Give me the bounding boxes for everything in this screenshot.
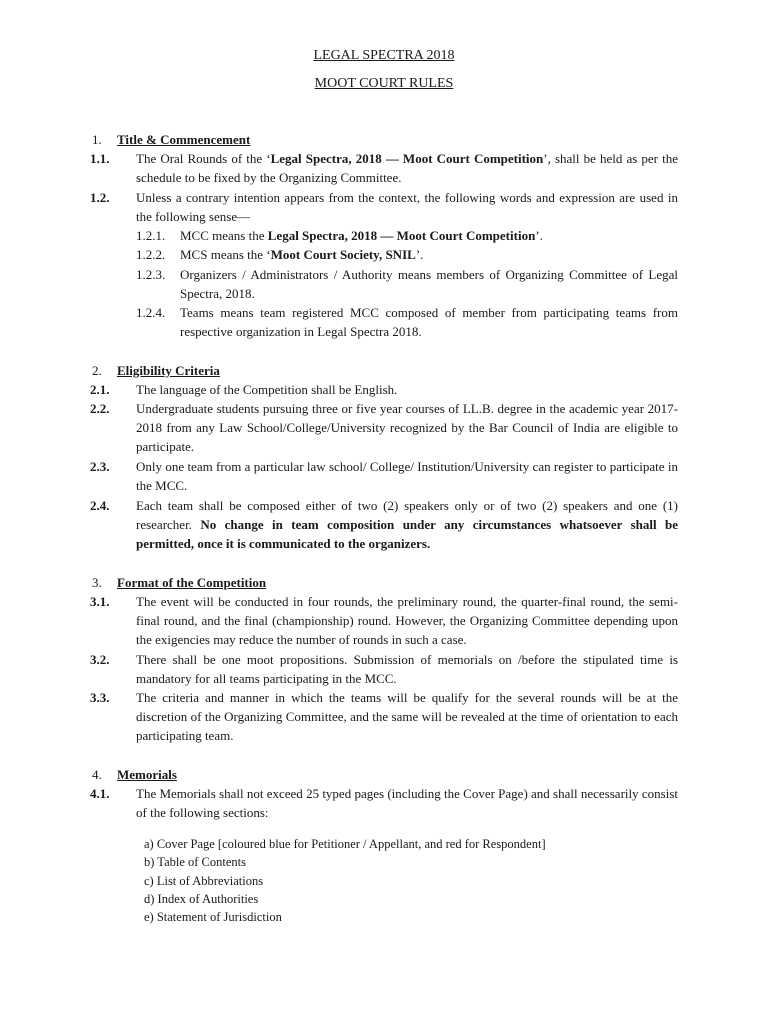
subclause-number: 1.2.2.	[136, 247, 166, 262]
clause-text: There shall be one moot propositions. Submission of memorials on /before the stipulated time is mandatory for all teams participating in the MCC.	[136, 652, 678, 686]
clause-text: The language of the Competition shall be English.	[136, 382, 398, 397]
clause-text: Undergraduate students pursuing three or five year courses of LL.B. degree in the academic year 2017-2018 from any Law School/College/University recognized by the Bar Council of India are eligible to participate.	[136, 401, 678, 454]
clause-4-1	[90, 784, 678, 822]
clause-text: Unless a contrary intention appears from the context, the following words and expression are used in the following sense—	[136, 190, 678, 224]
section-number: 4.	[92, 767, 102, 782]
section-1-heading	[92, 130, 250, 149]
list-item: e) Statement of Jurisdiction	[144, 910, 282, 925]
memorial-sections-list	[144, 835, 546, 926]
section-title: Title & Commencement	[117, 132, 251, 147]
subclause-text: Teams means team registered MCC composed of member from participating teams from respective organization in Legal Spectra 2018.	[180, 305, 678, 339]
clause-text: Only one team from a particular law school/ College/ Institution/University can register to participate in the MCC.	[136, 459, 678, 493]
clause-2-4	[90, 496, 678, 553]
clause-number: 2.3.	[90, 459, 110, 474]
list-item: c) List of Abbreviations	[144, 873, 264, 888]
section-title: Eligibility Criteria	[117, 363, 220, 378]
clause-number: 2.1.	[90, 382, 110, 397]
section-number: 2.	[92, 363, 102, 378]
clause-2-2	[90, 399, 678, 456]
section-number: 1.	[92, 132, 102, 147]
clause-3-3	[90, 688, 678, 745]
clause-number: 1.1.	[90, 151, 110, 166]
clause-2-3	[90, 457, 678, 495]
section-2-heading	[92, 361, 220, 380]
clause-number: 2.2.	[90, 401, 110, 416]
doc-title: LEGAL SPECTRA 2018	[313, 48, 455, 63]
section-title: Memorials	[117, 767, 177, 782]
clause-1-2	[90, 188, 678, 226]
clause-text: Each team shall be composed either of two (2) speakers only or of two (2) speakers and one (1) researcher. No change in team composition under any circumstances whatsoever shall be permitted, once it is communicated to the organizers.	[136, 498, 678, 551]
clause-number: 2.4.	[90, 498, 110, 513]
clause-3-2	[90, 650, 678, 688]
clause-3-1	[90, 592, 678, 649]
list-item: b) Table of Contents	[144, 855, 247, 870]
clause-text: The criteria and manner in which the teams will be qualify for the several rounds will be at the discretion of the Organizing Committee, and the same will be revealed at the time of orientation to each participating team.	[136, 690, 678, 743]
subclause-text: MCC means the Legal Spectra, 2018 — Moot Court Competition’.	[180, 228, 543, 243]
subclause-text: Organizers / Administrators / Authority means members of Organizing Committee of Legal Spectra, 2018.	[180, 267, 678, 301]
section-3-heading	[92, 573, 266, 592]
subclause-number: 1.2.3.	[136, 267, 166, 282]
subclause-1-2-3	[136, 265, 678, 303]
clause-1-1	[90, 149, 678, 187]
clause-number: 3.3.	[90, 690, 110, 705]
subclause-number: 1.2.4.	[136, 305, 166, 320]
subclause-1-2-2	[136, 245, 678, 264]
clause-2-1	[90, 380, 678, 399]
section-title: Format of the Competition	[117, 575, 267, 590]
doc-subtitle: MOOT COURT RULES	[314, 76, 454, 91]
subclause-text: MCS means the ‘Moot Court Society, SNIL’.	[180, 247, 424, 262]
subclause-1-2-4	[136, 303, 678, 341]
clause-number: 3.2.	[90, 652, 110, 667]
subclause-1-2-1	[136, 226, 678, 245]
clause-number: 1.2.	[90, 190, 110, 205]
subclause-number: 1.2.1.	[136, 228, 166, 243]
list-item: a) Cover Page [coloured blue for Petitioner / Appellant, and red for Respondent]	[144, 837, 546, 851]
clause-text: The Oral Rounds of the ‘Legal Spectra, 2018 — Moot Court Competition’, shall be held as per the schedule to be fixed by the Organizing Committee.	[136, 151, 678, 185]
clause-text: The event will be conducted in four rounds, the preliminary round, the quarter-final round, the semi-final round, and the final (championship) round. However, the Organizing Committee depending upon the exigencies may reduce the number of rounds in such a case.	[136, 594, 678, 647]
section-4-heading	[92, 765, 177, 784]
clause-number: 4.1.	[90, 786, 110, 801]
list-item: d) Index of Authorities	[144, 891, 259, 906]
section-number: 3.	[92, 575, 102, 590]
clause-number: 3.1.	[90, 594, 110, 609]
clause-text: The Memorials shall not exceed 25 typed pages (including the Cover Page) and shall necessarily consist of the following sections:	[136, 786, 678, 820]
